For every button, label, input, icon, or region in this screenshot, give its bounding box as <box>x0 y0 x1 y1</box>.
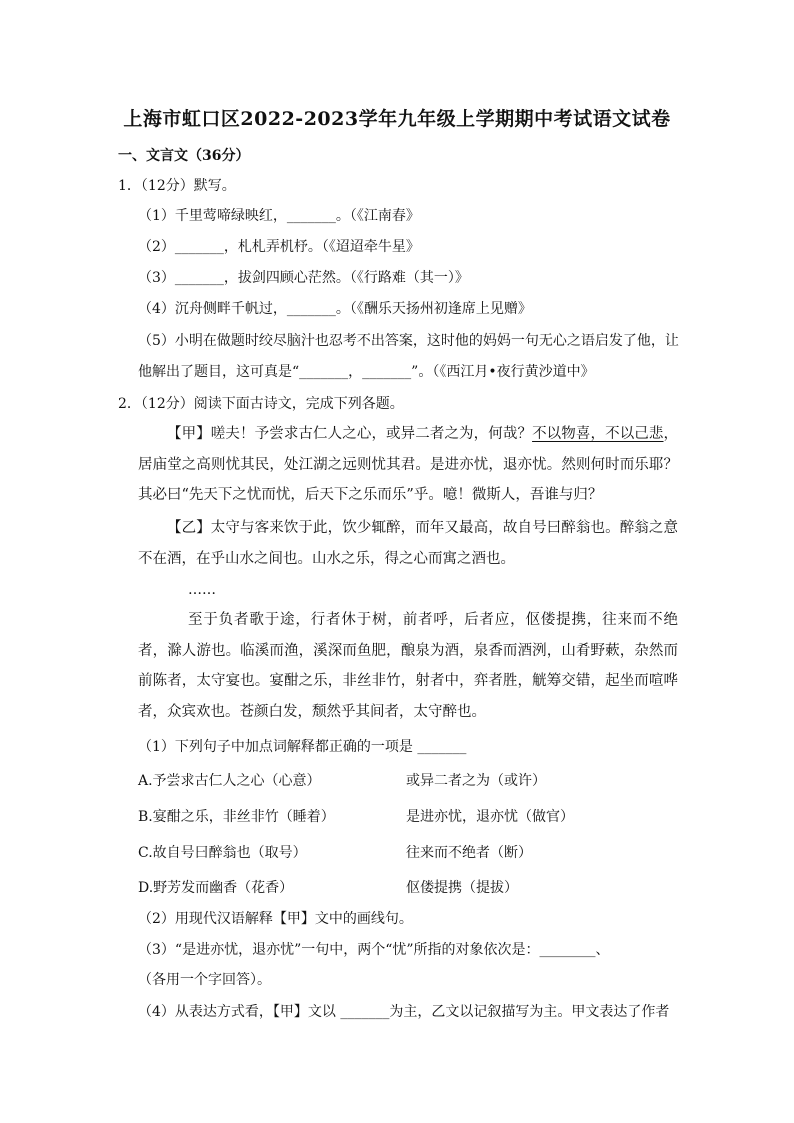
section-heading: 一、文言文（36分） <box>118 148 250 164</box>
passage-yi <box>138 513 678 574</box>
passage-yi-text: 【乙】太守与客来饮于此，饮少辄醉，而年又最高，故自号曰醉翁也。醉翁之意不在酒，在乎山水之间也。山水之乐，得之心而寓之酒也。 <box>138 520 678 567</box>
q1-item-4: （4）沉舟侧畔千帆过，_______。（《酬乐天扬州初逢席上见赠》 <box>138 301 532 317</box>
option-d-left: D.野芳发而幽香（花香） <box>138 880 294 896</box>
q1-item-3: （3）_______，拔剑四顾心茫然。（《行路难（其一）》 <box>138 270 469 286</box>
passage-yi-continued-text: 至于负者歌于途，行者休于树，前者呼，后者应，伛偻提携，往来而不绝者，滁人游也。临溪而渔，溪深而鱼肥，酿泉为酒，泉香而酒洌，山肴野蔌，杂然而前陈者，太守宴也。宴酣之乐，非丝非竹，射者中，弈者胜，觥筹交错，起坐而喧哗者，众宾欢也。苍颜白发，颓然乎其间者，太守醉也。 <box>138 612 678 720</box>
q2-sub-3b: （各用一个字回答）。 <box>138 972 271 988</box>
option-a-left: A.予尝求古仁人之心（心意） <box>138 773 321 789</box>
passage-ellipsis: …… <box>188 582 216 598</box>
option-b-right: 是进亦忧，退亦忧（做官） <box>406 809 574 825</box>
passage-jia-part1: 【甲】嗟夫！予尝求古仁人之心，或异二者之为，何哉？ <box>167 426 533 442</box>
q1-item-5b: 他解出了题目，这可真是“_______，_______”。（《西江月•夜行黄沙道中》 <box>138 364 595 380</box>
q1-item-1: （1）千里莺啼绿映红，_______。（《江南春》 <box>138 208 420 224</box>
q2-sub-3a: （3）“是进亦忧，退亦忧”一句中，两个“忧”所指的对象依次是：________、 <box>138 942 610 958</box>
passage-jia-underlined: 不以物喜，不以己悲 <box>532 426 664 442</box>
q1-item-2: （2）_______，札札弄机杼。（《迢迢牵牛星》 <box>138 239 420 255</box>
page-title: 上海市虹口区2022-2023学年九年级上学期期中考试语文试卷 <box>123 108 671 130</box>
option-c-right: 往来而不绝者（断） <box>406 845 532 861</box>
option-c-left: C.故自号曰醉翁也（取号） <box>138 845 307 861</box>
passage-jia <box>138 419 678 511</box>
option-d-right: 伛偻提携（提拔） <box>406 880 518 896</box>
question-2-heading: 2．（12分）阅读下面古诗文，完成下列各题。 <box>118 396 404 412</box>
question-1-heading: 1．（12分）默写。 <box>118 178 236 194</box>
q1-item-5a: （5）小明在做题时绞尽脑汁也忍考不出答案，这时他的妈妈一句无心之语启发了他，让 <box>138 333 679 349</box>
q2-sub-4: （4）从表达方式看，【甲】文以 _______为主，乙文以记叙描写为主。甲文表达了作者 <box>138 1004 670 1020</box>
q2-sub-1: （1）下列句子中加点词解释都正确的一项是 _______ <box>138 739 467 755</box>
option-b-left: B.宴酣之乐，非丝非竹（睡着） <box>138 809 335 825</box>
passage-yi-continued <box>138 605 678 727</box>
q2-sub-2: （2）用现代汉语解释【甲】文中的画线句。 <box>138 911 413 927</box>
option-a-right: 或异二者之为（或许） <box>406 773 546 789</box>
passage-jia-part2: ，居庙堂之高则忧其民，处江湖之远则忧其君。是进亦忧，退亦忧。然则何时而乐耶？其必曰“先天下之忧而忧，后天下之乐而乐”乎。噫！微斯人，吾谁与归？ <box>138 426 679 503</box>
